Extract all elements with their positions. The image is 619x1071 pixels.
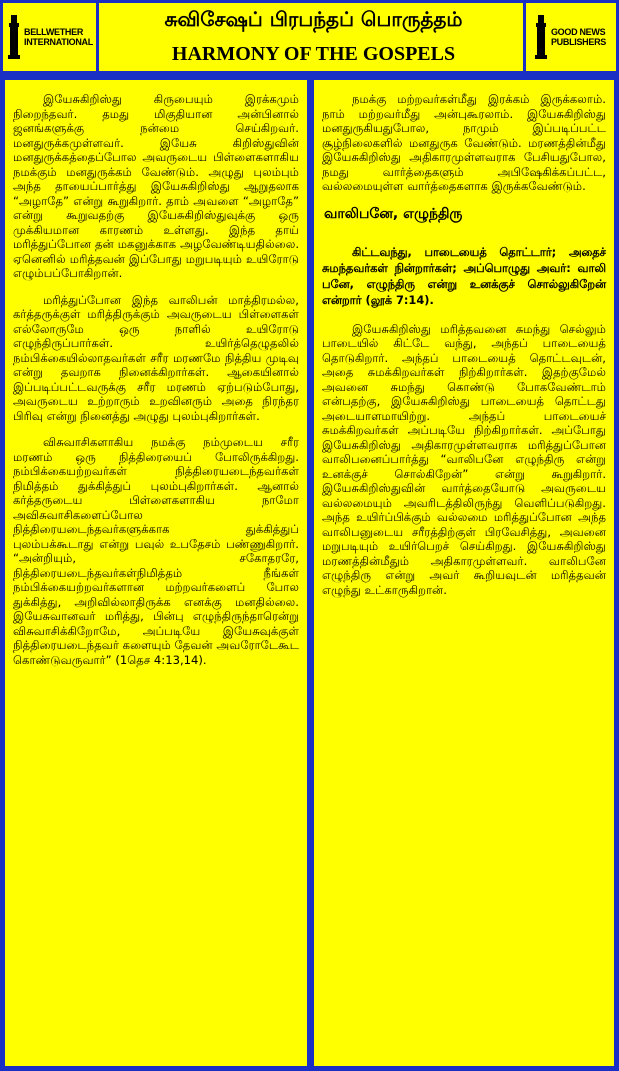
logo-left-line2: INTERNATIONAL <box>24 37 93 47</box>
good-news-logo-text <box>551 27 606 47</box>
good-news-logo <box>527 7 613 67</box>
bellwether-logo-text <box>24 27 93 47</box>
page-header <box>3 3 616 71</box>
left-column <box>5 80 307 1066</box>
tower-icon <box>7 15 21 59</box>
logo-right-line2: PUBLISHERS <box>550 37 606 47</box>
logo-left-line1: BELLWETHER <box>24 27 84 37</box>
header-divider-left <box>96 3 99 71</box>
right-paragraph-1: நமக்கு மற்றவர்கள்மீது இரக்கம் இருக்கலாம். நாம் மற்றவர்மீது அன்புகூரலாம். இயேசுகிறிஸ்து மனதுருகியதுபோல, நாமும் இப்படிப்பட்ட சூழ்நிலைகளில் மனதுருக வேண்டும். மரணத்தின்மீது இயேசுகிறிஸ்து அதிகாரமுள்ளவராக பேசியதுபோல, நமது வார்த்தைகளும் அபிஷேகிக்கப்பட்ட, வல்லமையுள்ள வார்த்தைகளாக இருக்கவேண்டும். <box>322 92 606 193</box>
section-subheading: வாலிபனே, எழுந்திரு <box>324 205 463 222</box>
right-column <box>314 80 614 1066</box>
right-paragraph-2: இயேசுகிறிஸ்து மரித்தவனை சுமந்து செல்லும் பாடையில் கிட்டே வந்து, அந்தப் பாடையைத் தொடுகிறார். அந்தப் பாடையைத் தொட்டவுடன், அதை சுமக்கிறவர்கள் நிற்கிறார்கள். இதற்குமேல் அவனை சுமந்து கொண்டு போகவேண்டாம் என்பதற்கு, இயேசுகிறிஸ்து பாடையைத் தொட்டது அடையாளமாயிற்று. அந்தப் பாடையைச் சுமக்கிறவர்கள் அப்படியே நிற்கிறார்கள். அப்போது இயேசுகிறிஸ்து அதிகாரமுள்ளவராக மரித்துப்போன வாலிபனைப்பார்த்து “வாலிபனே எழுந்திரு என்று உனக்குச் சொல்கிறேன்” என்று கூறுகிறார். இயேசுகிறிஸ்துவின் வார்த்தையோடு அவருடைய வல்லமையும் அவரிடத்திலிருந்து வெளிப்படுகிறது. அந்த உயிர்ப்பிக்கும் வல்லமை மரித்துப்போன அந்த வாலிபனுடைய சரீரத்திற்குள் பிரவேசித்து, அவனை மறுபடியும் உயிர்பெறச் செய்கிறது. இயேசுகிறிஸ்து மரணத்தின்மீதும் அதிகாரமுள்ளவர். வாலிபனே எழுந்திரு என்று அவர் கூறியவுடன் மரித்தவன் எழுந்து உட்காருகிறான். <box>322 321 606 597</box>
bellwether-logo <box>7 7 93 67</box>
page-title-tamil: சுவிசேஷப் பிரபந்தப் பொருத்தம் <box>164 7 463 31</box>
logo-right-line1: GOOD NEWS <box>550 27 606 37</box>
page-title-english: HARMONY OF THE GOSPELS <box>171 43 456 65</box>
scripture-quote: கிட்டவந்து, பாடையைத் தொட்டார்; அதைச் சுமந்தவர்கள் நின்றார்கள்; அப்பொழுது அவர்: வாலி பனே, எழுந்திரு என்று உனக்குச் சொல்லுகிறேன் என்றார் (லூக் 7:14). <box>322 244 606 307</box>
left-paragraph-3: விசுவாசிகளாகிய நமக்கு நம்முடைய சரீர மரணம் ஒரு நித்திரையைப் போலிருக்கிறது. நம்பிக்கையற்றவர்கள் நித்திரையடைந்தவர்கள் நிமித்தம் துக்கித்துப் புலம்புகிறார்கள். ஆனால் கர்த்தருடைய பிள்ளைகளாகிய நாமோ அவிசுவாசிகளைப்போல நித்திரையடைந்தவர்களுக்காக துக்கித்துப் புலம்பக்கூடாது என்று பவுல் உபதேசம் பண்ணுகிறார். “அன்றியும், சகோதரரே, நித்திரையடைந்தவர்கள்நிமித்தம் நீங்கள் நம்பிக்கையற்றவர்களான மற்றவர்களைப் போல துக்கித்து, அறிவில்லாதிருக்க எனக்கு மனதில்லை. இயேசுவானவர் மரித்து, பின்பு எழுந்திருந்தாரென்று விசுவாசிக்கிறோமே, அப்படியே இயேசுவுக்குள் நித்திரையடைந்தவர் களையும் தேவன் அவரோடேகூட கொண்டுவருவார்” (1தெச 4:13,14). <box>13 435 299 667</box>
header-divider-right <box>523 3 526 71</box>
tower-icon <box>534 15 548 59</box>
left-paragraph-1: இயேசுகிறிஸ்து கிருபையும் இரக்கமும் நிறைந்தவர். தமது மிகுதியான அன்பினால் ஜனங்களுக்கு நன்மை செய்கிறவர். மனதுருக்கமுள்ளவர். இயேசு கிறிஸ்துவின் மனதுருக்கத்தைப்போல அவருடைய பிள்ளைகளாகிய நமக்கும் மனதுருக்கம் வேண்டும். அழுது புலம்பும் அந்த தாயைப்பார்த்து இயேசுகிறிஸ்து ஆறுதலாக “அழாதே” என்று கூறுகிறார். தாம் அவளை “அழாதே” என்று கூறுவதற்கு இயேசுகிறிஸ்துவுக்கு ஒரு முக்கியமான காரணம் உள்ளது. இந்த தாய் மரித்துப்போன தன் மகனுக்காக அழவேண்டியதில்லை. ஏனெனில் மரித்தவன் இப்போது மறுபடியும் உயிரோடு எழும்பப்போகிறான். <box>13 92 299 280</box>
left-paragraph-2: மரித்துப்போன இந்த வாலிபன் மாத்திரமல்ல, கர்த்தருக்குள் மரித்திருக்கும் அவருடைய பிள்ளைகள் எல்லோருமே ஒரு நாளில் உயிரோடு எழுந்திருப்பார்கள். உயிர்த்தெழுதலில் நம்பிக்கையில்லாதவர்கள் சரீர மரணமே நித்திய முடிவு என்று தவறாக நினைக்கிறார்கள். ஆகையினால் இப்படிப்பட்டவருக்கு சரீர மரணம் ஏற்படும்போது, அவருடைய உற்றாரும் உறவினரும் அதை நிரந்தர பிரிவு என்று நினைத்து அழுது புலம்புகிறார்கள். <box>13 292 299 423</box>
